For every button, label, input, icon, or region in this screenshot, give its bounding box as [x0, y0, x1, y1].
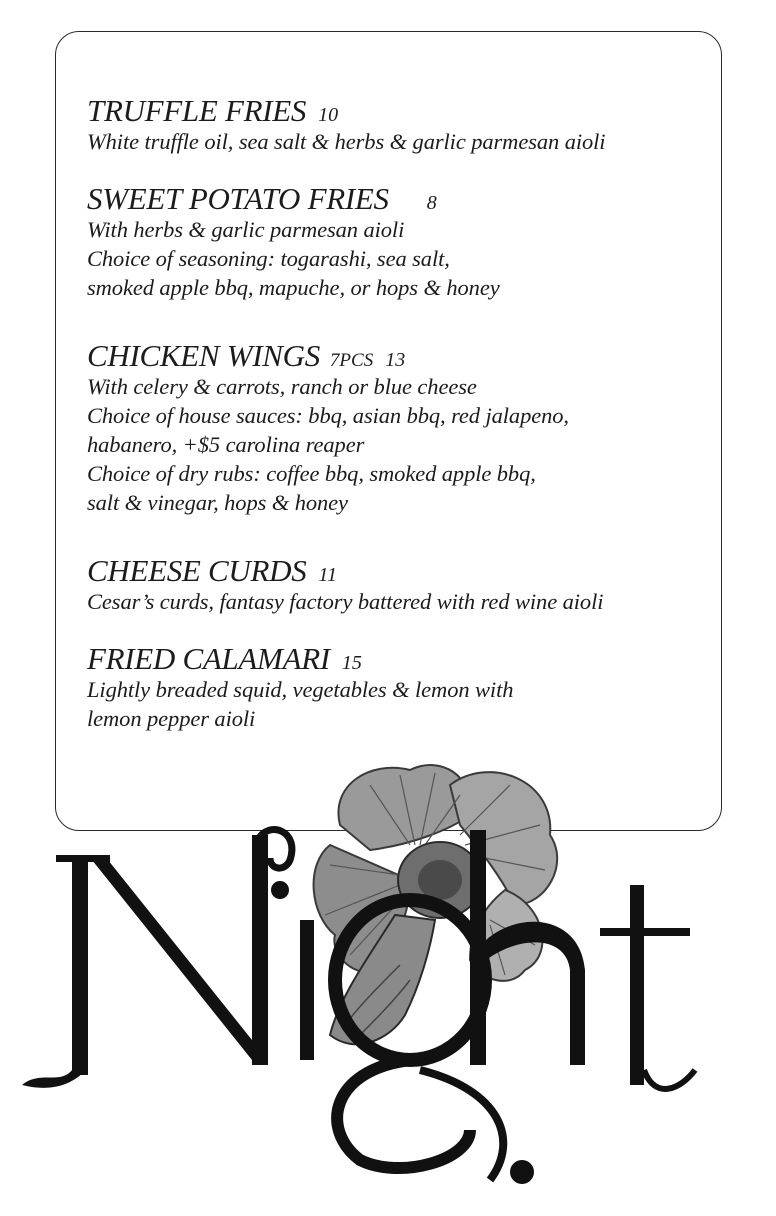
menu-item-chicken-wings [87, 340, 707, 517]
description-line: Choice of house sauces: bbq, asian bbq, red jalapeno, [87, 403, 569, 428]
item-quantity: 7PCS [329, 350, 374, 371]
item-price: 15 [341, 652, 362, 674]
item-name: CHICKEN WINGS [87, 338, 320, 373]
item-name: CHEESE CURDS [87, 553, 307, 588]
night-wordmark-logo [0, 800, 776, 1216]
description-line: salt & vinegar, hops & honey [87, 490, 348, 515]
item-description [87, 127, 707, 156]
description-line: smoked apple bbq, mapuche, or hops & honey [87, 275, 500, 300]
menu-item-truffle-fries [87, 95, 707, 156]
item-heading [87, 95, 707, 126]
description-line: habanero, +$5 carolina reaper [87, 432, 365, 457]
description-line: Cesar’s curds, fantasy factory battered with red wine aioli [87, 589, 604, 614]
description-line: With celery & carrots, ranch or blue cheese [87, 374, 477, 399]
item-heading [87, 183, 707, 214]
item-heading [87, 643, 707, 674]
menu-item-cheese-curds [87, 555, 707, 616]
description-line: Choice of dry rubs: coffee bbq, smoked apple bbq, [87, 461, 536, 486]
description-line: Lightly breaded squid, vegetables & lemon with [87, 677, 514, 702]
item-price: 8 [426, 192, 437, 214]
item-price: 13 [385, 349, 406, 371]
description-line: With herbs & garlic parmesan aioli [87, 217, 405, 242]
item-name: SWEET POTATO FRIES [87, 181, 389, 216]
item-heading [87, 555, 707, 586]
description-line: White truffle oil, sea salt & herbs & garlic parmesan aioli [87, 129, 606, 154]
item-heading [87, 340, 707, 371]
item-description [87, 372, 707, 517]
description-line: Choice of seasoning: togarashi, sea salt, [87, 246, 450, 271]
menu-item-fried-calamari [87, 643, 707, 733]
description-line: lemon pepper aioli [87, 706, 256, 731]
item-description [87, 215, 707, 302]
item-description [87, 675, 707, 733]
item-price: 11 [318, 564, 337, 586]
item-description [87, 587, 707, 616]
menu-item-sweet-potato-fries [87, 183, 707, 302]
item-price: 10 [318, 104, 339, 126]
item-name: TRUFFLE FRIES [87, 93, 307, 128]
item-name: FRIED CALAMARI [87, 641, 330, 676]
